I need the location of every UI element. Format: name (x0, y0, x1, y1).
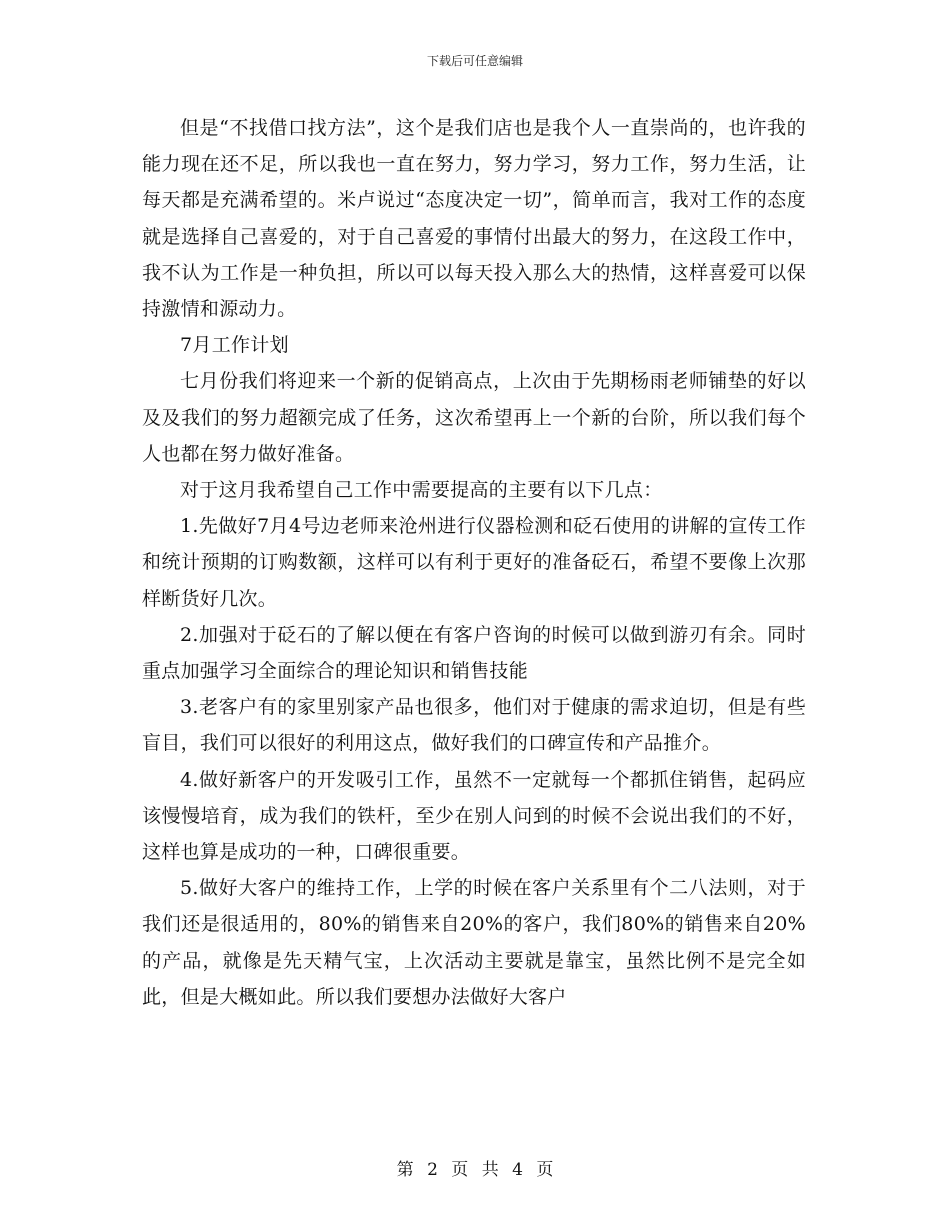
list-item-1: 1.先做好7月4号边老师来沧州进行仪器检测和砭石使用的讲解的宣传工作和统计预期的订购数额，这样可以有利于更好的准备砭石，希望不要像上次那样断货好几次。 (142, 515, 806, 610)
header-text: 下载后可任意编辑 (426, 54, 523, 68)
footer-suffix: 页 (536, 1160, 554, 1180)
footer-prefix: 第 (396, 1160, 414, 1180)
footer-total-word: 共 (481, 1160, 499, 1180)
paragraph-improvement-intro: 对于这月我希望自己工作中需要提高的主要有以下几点： (180, 479, 663, 502)
list-item-2: 2.加强对于砭石的了解以便在有客户咨询的时候可以做到游刃有余。同时重点加强学习全面综合的理论知识和销售技能 (142, 623, 806, 683)
list-item-3: 3.老客户有的家里别家产品也很多，他们对于健康的需求迫切，但是有些盲目，我们可以很好的利用这点，做好我们的口碑宣传和产品推介。 (142, 696, 806, 755)
page-footer (0, 1155, 950, 1180)
footer-total-pages: 4 (512, 1160, 523, 1180)
footer-current-page: 2 (427, 1160, 438, 1180)
list-item-5: 5.做好大客户的维持工作，上学的时候在客户关系里有个二八法则，对于我们还是很适用的，80%的销售来自20%的客户，我们80%的销售来自20%的产品，就像是先天精气宝，上次活动主要就是靠宝，虽然比例不是完全如此，但是大概如此。所以我们要想办法做好大客户 (142, 877, 806, 1008)
paragraph-attitude: 但是“不找借口找方法”，这个是我们店也是我个人一直崇尚的，也许我的能力现在还不足，所以我也一直在努力，努力学习，努力工作，努力生活，让每天都是充满希望的。米卢说过“态度决定一切”，简单而言，我对工作的态度就是选择自己喜爱的，对于自己喜爱的事情付出最大的努力，在这段工作中，我不认为工作是一种负担，所以可以每天投入那么大的热情，这样喜爱可以保持激情和源动力。 (142, 117, 806, 321)
paragraph-july-promotion: 七月份我们将迎来一个新的促销高点，上次由于先期杨雨老师铺垫的好以及及我们的努力超额完成了任务，这次希望再上一个新的台阶，所以我们每个人也都在努力做好准备。 (142, 370, 806, 465)
page-header (0, 52, 950, 69)
footer-page-word: 页 (451, 1160, 469, 1180)
list-item-4: 4.做好新客户的开发吸引工作，虽然不一定就每一个都抓住销售，起码应该慢慢培育，成为我们的铁杆，至少在别人问到的时候不会说出我们的不好，这样也算是成功的一种，口碑很重要。 (142, 768, 806, 864)
document-body (142, 110, 806, 1015)
section-heading-july-plan: 7月工作计划 (180, 334, 289, 357)
